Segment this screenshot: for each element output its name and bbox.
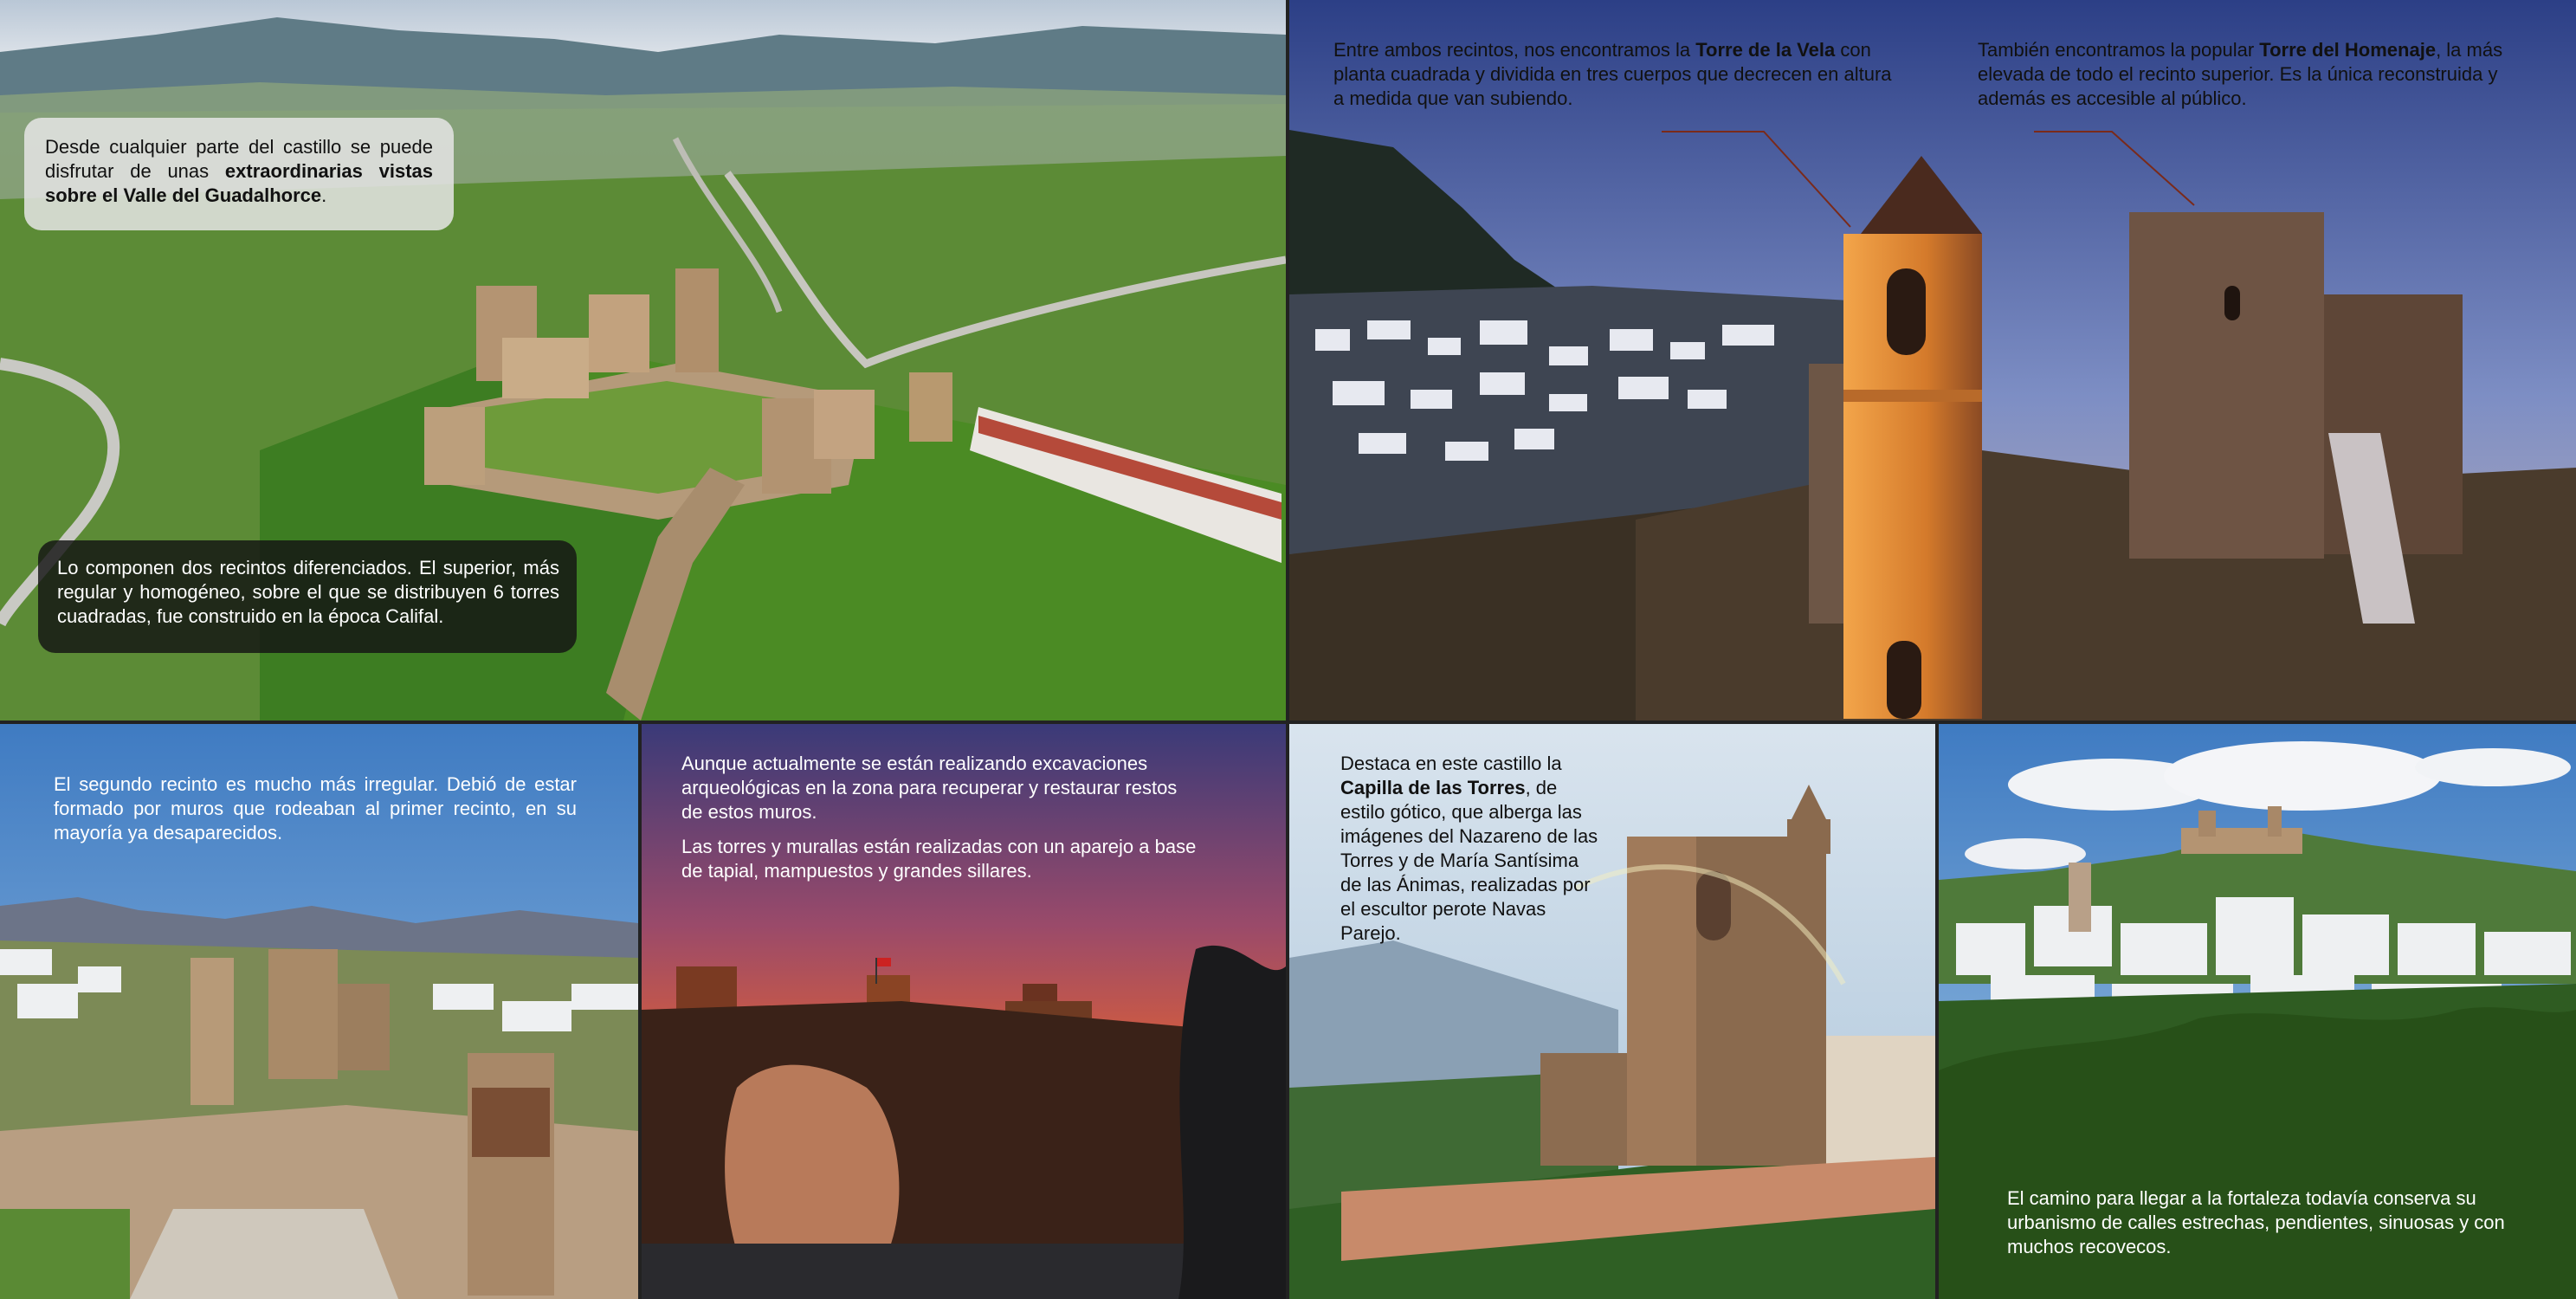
- excavations-text: Aunque actualmente se están realizando excavaciones arqueológicas en la zona para recuperar y restaurar restos de estos muros.: [681, 753, 1178, 823]
- path-caption: El camino para llegar a la fortaleza todavía conserva su urbanismo de calles estrechas, pendientes, sinuosas y con muchos recovecos.: [2007, 1187, 2505, 1257]
- second-enclosure-caption: El segundo recinto es mucho más irregular. Debió de estar formado por muros que rodeaban al primer recinto, en su mayoría ya desaparecidos.: [54, 773, 577, 843]
- views-caption-end: .: [321, 184, 327, 206]
- chapel-caption-end: , de estilo gótico, que alberga las imágenes del Nazareno de las Torres y de María Santísima de las Ánimas, realizadas por el escultor perote Navas Parejo.: [1340, 776, 1598, 944]
- views-caption: [45, 135, 433, 208]
- vela-caption-text: Entre ambos recintos, nos encontramos la: [1333, 39, 1696, 61]
- enclosures-caption: Lo componen dos recintos diferenciados. El superior, más regular y homogéneo, sobre el que se distribuyen 6 torres cuadradas, fue construido en la época Califal.: [57, 557, 559, 627]
- chapel-caption-highlight: Capilla de las Torres: [1340, 776, 1526, 798]
- chapel-caption: [1340, 752, 1600, 946]
- excavations-caption: [681, 752, 1201, 883]
- vela-caption-highlight: Torre de la Vela: [1695, 39, 1836, 61]
- homenaje-caption-end: , la más elevada de todo el recinto superior. Es la única reconstruida y además es accesible al público.: [1978, 39, 2503, 109]
- chapel-caption-text: Destaca en este castillo la: [1340, 753, 1562, 774]
- homenaje-caption-text: También encontramos la popular: [1978, 39, 2260, 61]
- views-caption-text: Desde cualquier parte del castillo se puede disfrutar de unas: [45, 136, 433, 182]
- vela-caption: [1333, 38, 1896, 111]
- vela-caption-end: con planta cuadrada y dividida en tres cuerpos que decrecen en altura a medida que van subiendo.: [1333, 39, 1892, 109]
- materials-text: Las torres y murallas están realizadas con un aparejo a base de tapial, mampuestos y grandes sillares.: [681, 835, 1197, 882]
- homenaje-caption-highlight: Torre del Homenaje: [2259, 39, 2437, 61]
- homenaje-caption: [1978, 38, 2540, 111]
- views-caption-highlight: extraordinarias vistas sobre el Valle del Guadalhorce: [45, 159, 433, 206]
